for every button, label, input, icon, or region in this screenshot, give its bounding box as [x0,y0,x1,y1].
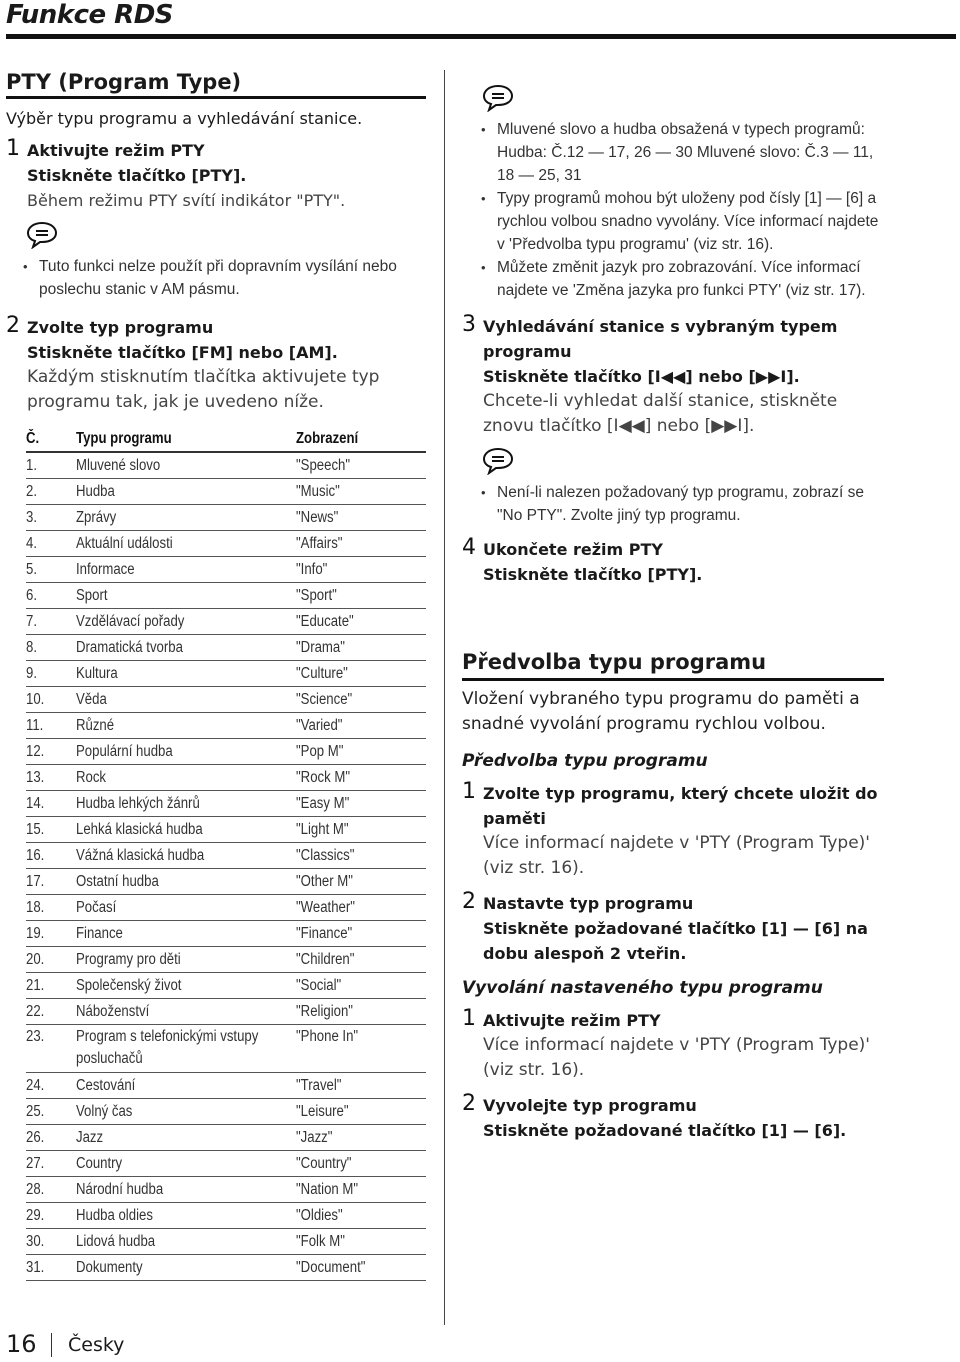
footer-language: Česky [68,1334,125,1356]
table-row [26,740,426,765]
table-cell: "Leisure" [296,1103,349,1120]
table-row [26,1026,426,1073]
table-cell: 24. [26,1077,45,1094]
table-row [26,896,426,921]
table-cell: Zprávy [76,509,117,526]
table-cell: "Social" [296,977,342,994]
table-cell: "Finance" [296,925,353,942]
step-desc: Více informací najdete v 'PTY (Program Type)' (viz str. 16). [483,833,870,878]
table-cell: "News" [296,509,339,526]
table-cell: Hudba [76,483,115,500]
table-cell: 4. [26,535,37,552]
step-title: Aktivujte režim PTY [483,1011,661,1030]
step-title: Vyhledávání stanice s vybraným typem programu [483,317,838,361]
note-list [480,481,885,527]
table-cell: Programy pro děti [76,951,181,968]
table-cell: "Oldies" [296,1207,343,1224]
table-cell: Program s telefonickými vstupy posluchačů [76,1028,259,1067]
step-action: Stiskněte požadované tlačítko [1] — [6] na dobu alespoň 2 vteřin. [483,919,868,963]
table-cell: Aktuální události [76,535,173,552]
table-cell: 18. [26,899,45,916]
table-row [26,844,426,869]
table-cell: 31. [26,1259,45,1276]
table-cell: Ostatní hudba [76,873,159,890]
table-row [26,1000,426,1025]
table-row [26,922,426,947]
table-cell: Lidová hudba [76,1233,156,1250]
table-cell: 8. [26,639,37,656]
step-title: Aktivujte režim PTY [27,141,205,160]
step-desc: Více informací najdete v 'PTY (Program Type)' (viz str. 16). [483,1035,870,1080]
table-cell: Věda [76,691,107,708]
table-row [26,1256,426,1281]
column-divider [444,70,445,1325]
table-row [26,584,426,609]
table-cell: "Weather" [296,899,355,916]
step-title: Nastavte typ programu [483,894,694,913]
table-cell: "Nation M" [296,1181,359,1198]
table-cell: 16. [26,847,45,864]
section-title-preset: Předvolba typu programu [462,650,767,674]
note-item: • Typy programů mohou být uloženy pod čísly [1] — [6] a rychlou volbou snadno vyvolány. Více informací najdete v 'Předvolba typu programu' (viz str. 16). [480,187,885,256]
table-cell: "Affairs" [296,535,343,552]
note-block-3 [482,447,892,527]
step-number: 1 [462,1006,476,1031]
pty-table [26,427,426,1281]
step-desc: Během režimu PTY svítí indikátor "PTY". [27,191,346,210]
step-action: Stiskněte tlačítko [FM] nebo [AM]. [27,343,338,362]
table-row [26,818,426,843]
step-4 [462,537,892,587]
table-cell: 22. [26,1003,45,1020]
step-number: 4 [462,535,476,560]
note-list [22,255,426,301]
table-cell: 23. [26,1028,45,1045]
table-row [26,974,426,999]
step-action: Stiskněte tlačítko [PTY]. [27,166,247,185]
table-cell: Volný čas [76,1103,133,1120]
table-cell: Kultura [76,665,118,682]
step-1 [6,138,426,213]
table-cell: 1. [26,457,37,474]
step-action: Stiskněte tlačítko [PTY]. [483,565,703,584]
step-desc: Každým stisknutím tlačítka aktivujete typ programu tak, jak je uvedeno níže. [27,367,380,412]
note-speech-icon [482,447,514,475]
table-row [26,688,426,713]
table-cell: Mluvené slovo [76,457,161,474]
table-cell: Národní hudba [76,1181,164,1198]
table-cell: 28. [26,1181,45,1198]
step-title: Zvolte typ programu, který chcete uložit do paměti [483,784,878,828]
table-row [26,532,426,557]
table-cell: Počasí [76,899,117,916]
step-number: 1 [462,779,476,804]
table-cell: Vážná klasická hudba [76,847,205,864]
table-row [26,1152,426,1177]
table-cell: "Speech" [296,457,351,474]
table-row [26,636,426,661]
table-cell: 7. [26,613,37,630]
recall-step-1 [462,1008,892,1083]
recall-step-2 [462,1093,892,1143]
subsection-title: Předvolba typu programu [462,751,708,771]
step-action: Stiskněte tlačítko [I◀◀] nebo [▶▶I]. [483,367,800,386]
table-cell: Náboženství [76,1003,150,1020]
table-cell: "Travel" [296,1077,342,1094]
table-header-row [26,427,426,453]
table-cell: 13. [26,769,45,786]
table-row [26,1100,426,1125]
table-cell: Jazz [76,1129,104,1146]
table-row [26,662,426,687]
table-row [26,870,426,895]
table-cell: "Rock M" [296,769,351,786]
table-cell: Lehká klasická hudba [76,821,203,838]
table-row [26,610,426,635]
table-cell: "Phone In" [296,1028,359,1045]
table-row [26,1204,426,1229]
step-action: Stiskněte požadované tlačítko [1] — [6]. [483,1121,847,1140]
table-cell: "Music" [296,483,340,500]
table-cell: Country [76,1155,123,1172]
table-cell: "Document" [296,1259,366,1276]
table-row [26,506,426,531]
table-cell: 14. [26,795,45,812]
table-cell: 26. [26,1129,45,1146]
preset-step-2 [462,891,892,966]
page-number: 16 [6,1330,37,1358]
table-cell: Cestování [76,1077,136,1094]
table-cell: 17. [26,873,45,890]
section-rule [462,678,884,681]
page-header-title: Funkce RDS [6,0,174,30]
table-cell: Finance [76,925,123,942]
header-rule [6,34,956,39]
table-cell: 11. [26,717,44,734]
note-block-1 [26,221,426,301]
table-cell: 3. [26,509,37,526]
table-cell: 2. [26,483,37,500]
table-header-cell: Č. [26,430,40,447]
step-desc: Chcete-li vyhledat další stanice, stiskněte znovu tlačítko [I◀◀] nebo [▶▶I]. [483,391,838,436]
table-row [26,480,426,505]
table-cell: "Drama" [296,639,345,656]
table-cell: 30. [26,1233,45,1250]
table-cell: "Children" [296,951,355,968]
section-title-pty: PTY (Program Type) [6,70,242,94]
note-item: • Mluvené slovo a hudba obsažená v typech programů: Hudba: Č.12 — 17, 26 — 30 Mluvené slovo: Č.3 — 11, 18 — 25, 31 [480,118,885,187]
section-rule [6,96,426,99]
table-row [26,454,426,479]
table-row [26,558,426,583]
table-cell: Rock [76,769,107,786]
note-list [480,118,885,302]
table-cell: "Classics" [296,847,355,864]
note-speech-icon [26,221,58,249]
table-cell: "Other M" [296,873,353,890]
table-header-cell: Typu programu [76,430,172,447]
note-item: • Tuto funkci nelze použít při dopravním vysílání nebo poslechu stanic v AM pásmu. [22,255,426,301]
table-cell: "Educate" [296,613,354,630]
table-cell: "Culture" [296,665,348,682]
table-row [26,1178,426,1203]
table-cell: Sport [76,587,108,604]
table-cell: Dokumenty [76,1259,143,1276]
table-cell: 15. [26,821,45,838]
table-cell: "Folk M" [296,1233,345,1250]
step-2 [6,315,426,415]
table-cell: 19. [26,925,45,942]
intro-text: Výběr typu programu a vyhledávání stanice. [6,109,363,128]
table-header-cell: Zobrazení [296,430,359,447]
left-column [6,70,426,1282]
table-cell: Dramatická tvorba [76,639,183,656]
table-cell: 6. [26,587,37,604]
preset-section [462,650,892,1143]
step-number: 2 [462,1091,476,1116]
table-cell: "Science" [296,691,353,708]
step-number: 1 [6,136,20,161]
table-cell: Různé [76,717,115,734]
table-row [26,1126,426,1151]
note-block-2 [482,84,892,302]
table-cell: 27. [26,1155,45,1172]
table-cell: 29. [26,1207,45,1224]
step-title: Zvolte typ programu [27,318,214,337]
table-cell: "Religion" [296,1003,353,1020]
table-cell: 5. [26,561,37,578]
table-row [26,766,426,791]
table-cell: Populární hudba [76,743,173,760]
table-cell: Vzdělávací pořady [76,613,185,630]
preset-step-1 [462,781,892,881]
subsection-title: Vyvolání nastaveného typu programu [462,978,823,998]
table-cell: "Pop M" [296,743,344,760]
note-item: • Můžete změnit jazyk pro zobrazování. Více informací najdete ve 'Změna jazyka pro funkci PTY' (viz str. 17). [480,256,885,302]
table-cell: "Light M" [296,821,349,838]
table-cell: "Varied" [296,717,343,734]
table-cell: "Info" [296,561,328,578]
step-number: 2 [462,889,476,914]
table-row [26,1074,426,1099]
table-cell: "Country" [296,1155,352,1172]
note-speech-icon [482,84,514,112]
step-title: Vyvolejte typ programu [483,1096,697,1115]
table-cell: 25. [26,1103,45,1120]
table-cell: "Jazz" [296,1129,333,1146]
table-cell: Společenský život [76,977,182,994]
note-item: • Není-li nalezen požadovaný typ programu, zobrazí se "No PTY". Zvolte jiný typ programu. [480,481,885,527]
table-row [26,1230,426,1255]
table-row [26,948,426,973]
footer-separator [51,1333,52,1357]
table-cell: 9. [26,665,37,682]
step-3 [462,314,892,439]
table-row [26,792,426,817]
table-cell: Informace [76,561,135,578]
table-cell: Hudba lehkých žánrů [76,795,200,812]
table-cell: Hudba oldies [76,1207,153,1224]
preset-intro: Vložení vybraného typu programu do paměti a snadné vyvolání programu rychlou volbou. [462,689,860,734]
step-number: 2 [6,313,20,338]
table-cell: "Easy M" [296,795,350,812]
step-number: 3 [462,312,476,337]
table-cell: 20. [26,951,45,968]
table-cell: "Sport" [296,587,337,604]
right-column [462,84,892,587]
table-cell: 21. [26,977,45,994]
table-cell: 10. [26,691,45,708]
table-cell: 12. [26,743,45,760]
step-title: Ukončete režim PTY [483,540,663,559]
table-row [26,714,426,739]
